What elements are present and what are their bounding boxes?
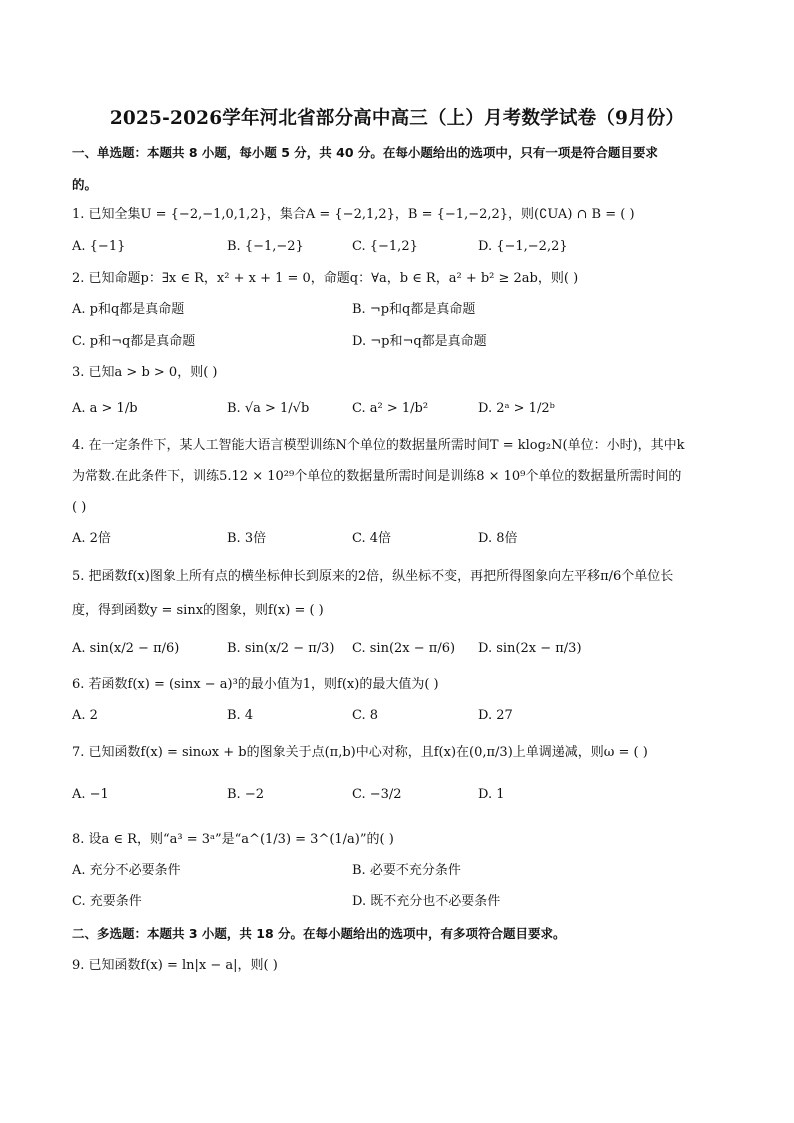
question-5-stem-line1: 5. 把函数f(x)图象上所有点的横坐标伸长到原来的2倍，纵坐标不变，再把所得图象向左平移π/6个单位长 [72, 569, 674, 584]
question-1-stem: 1. 已知全集U = {−2,−1,0,1,2}，集合A = {−2,1,2}，B = {−1,−2,2}，则(∁UA) ∩ B = ( ) [72, 207, 635, 222]
q1-option-c[interactable]: C. {−1,2} [352, 239, 418, 254]
q2-option-a[interactable]: A. p和q都是真命题 [72, 302, 185, 317]
q3-option-a[interactable]: A. a > 1/b [72, 401, 138, 416]
q6-option-b[interactable]: B. 4 [227, 708, 254, 723]
q1-option-b[interactable]: B. {−1,−2} [227, 239, 304, 254]
q8-option-a[interactable]: A. 充分不必要条件 [72, 863, 181, 878]
q8-option-d[interactable]: D. 既不充分也不必要条件 [352, 894, 501, 909]
q8-option-c[interactable]: C. 充要条件 [72, 894, 142, 909]
question-4-stem-line2: 为常数.在此条件下，训练5.12 × 10²⁹个单位的数据量所需时间是训练8 × 10⁹个单位的数据量所需时间的 [72, 469, 682, 484]
q7-option-d[interactable]: D. 1 [478, 787, 505, 802]
section2-heading: 二、多选题：本题共 3 小题，共 18 分。在每小题给出的选项中，有多项符合题目要求。 [72, 926, 566, 941]
question-2-stem: 2. 已知命题p：∃x ∈ R，x² + x + 1 = 0，命题q：∀a，b ∈ R，a² + b² ≥ 2ab，则( ) [72, 271, 579, 286]
q2-option-c[interactable]: C. p和¬q都是真命题 [72, 334, 196, 349]
exam-title: 2025-2026学年河北省部分高中高三（上）月考数学试卷（9月份） [109, 108, 685, 129]
q4-option-c[interactable]: C. 4倍 [352, 531, 392, 546]
q5-option-a[interactable]: A. sin(x/2 − π/6) [72, 641, 180, 656]
q8-option-b[interactable]: B. 必要不充分条件 [352, 863, 461, 878]
q3-option-b[interactable]: B. √a > 1/√b [227, 401, 310, 416]
q6-option-c[interactable]: C. 8 [352, 708, 379, 723]
section1-heading: 一、单选题：本题共 8 小题，每小题 5 分，共 40 分。在每小题给出的选项中，只有一项是符合题目要求 [72, 145, 658, 160]
q4-option-d[interactable]: D. 8倍 [478, 531, 518, 546]
question-9-stem: 9. 已知函数f(x) = ln|x − a|，则( ) [72, 958, 278, 973]
q6-option-d[interactable]: D. 27 [478, 708, 513, 723]
q6-option-a[interactable]: A. 2 [72, 708, 98, 723]
q1-option-a[interactable]: A. {−1} [72, 239, 126, 254]
q4-option-a[interactable]: A. 2倍 [72, 531, 111, 546]
q5-option-c[interactable]: C. sin(2x − π/6) [352, 641, 456, 656]
question-7-stem: 7. 已知函数f(x) = sinωx + b的图象关于点(π,b)中心对称，且f(x)在(0,π/3)上单调递减，则ω = ( ) [72, 745, 648, 760]
q4-option-b[interactable]: B. 3倍 [227, 531, 267, 546]
question-4-stem-line1: 4. 在一定条件下，某人工智能大语言模型训练N个单位的数据量所需时间T = klog₂N(单位：小时)，其中k [72, 438, 685, 453]
q1-option-d[interactable]: D. {−1,−2,2} [478, 239, 568, 254]
q3-option-c[interactable]: C. a² > 1/b² [352, 401, 429, 416]
question-6-stem: 6. 若函数f(x) = (sinx − a)³的最小值为1，则f(x)的最大值为( ) [72, 677, 439, 692]
question-5-stem-line2: 度，得到函数y = sinx的图象，则f(x) = ( ) [72, 603, 324, 618]
q5-option-d[interactable]: D. sin(2x − π/3) [478, 641, 582, 656]
q2-option-b[interactable]: B. ¬p和q都是真命题 [352, 302, 476, 317]
q7-option-a[interactable]: A. −1 [72, 787, 109, 802]
question-8-stem: 8. 设a ∈ R，则“a³ = 3ᵃ”是“a^(1/3) = 3^(1/a)”的( ) [72, 832, 394, 847]
q7-option-b[interactable]: B. −2 [227, 787, 264, 802]
q3-option-d[interactable]: D. 2ᵃ > 1/2ᵇ [478, 401, 555, 416]
question-4-stem-line3: ( ) [72, 500, 87, 515]
question-3-stem: 3. 已知a > b > 0，则( ) [72, 365, 218, 380]
q7-option-c[interactable]: C. −3/2 [352, 787, 402, 802]
section1-heading-cont: 的。 [72, 177, 98, 192]
q5-option-b[interactable]: B. sin(x/2 − π/3) [227, 641, 335, 656]
q2-option-d[interactable]: D. ¬p和¬q都是真命题 [352, 334, 487, 349]
